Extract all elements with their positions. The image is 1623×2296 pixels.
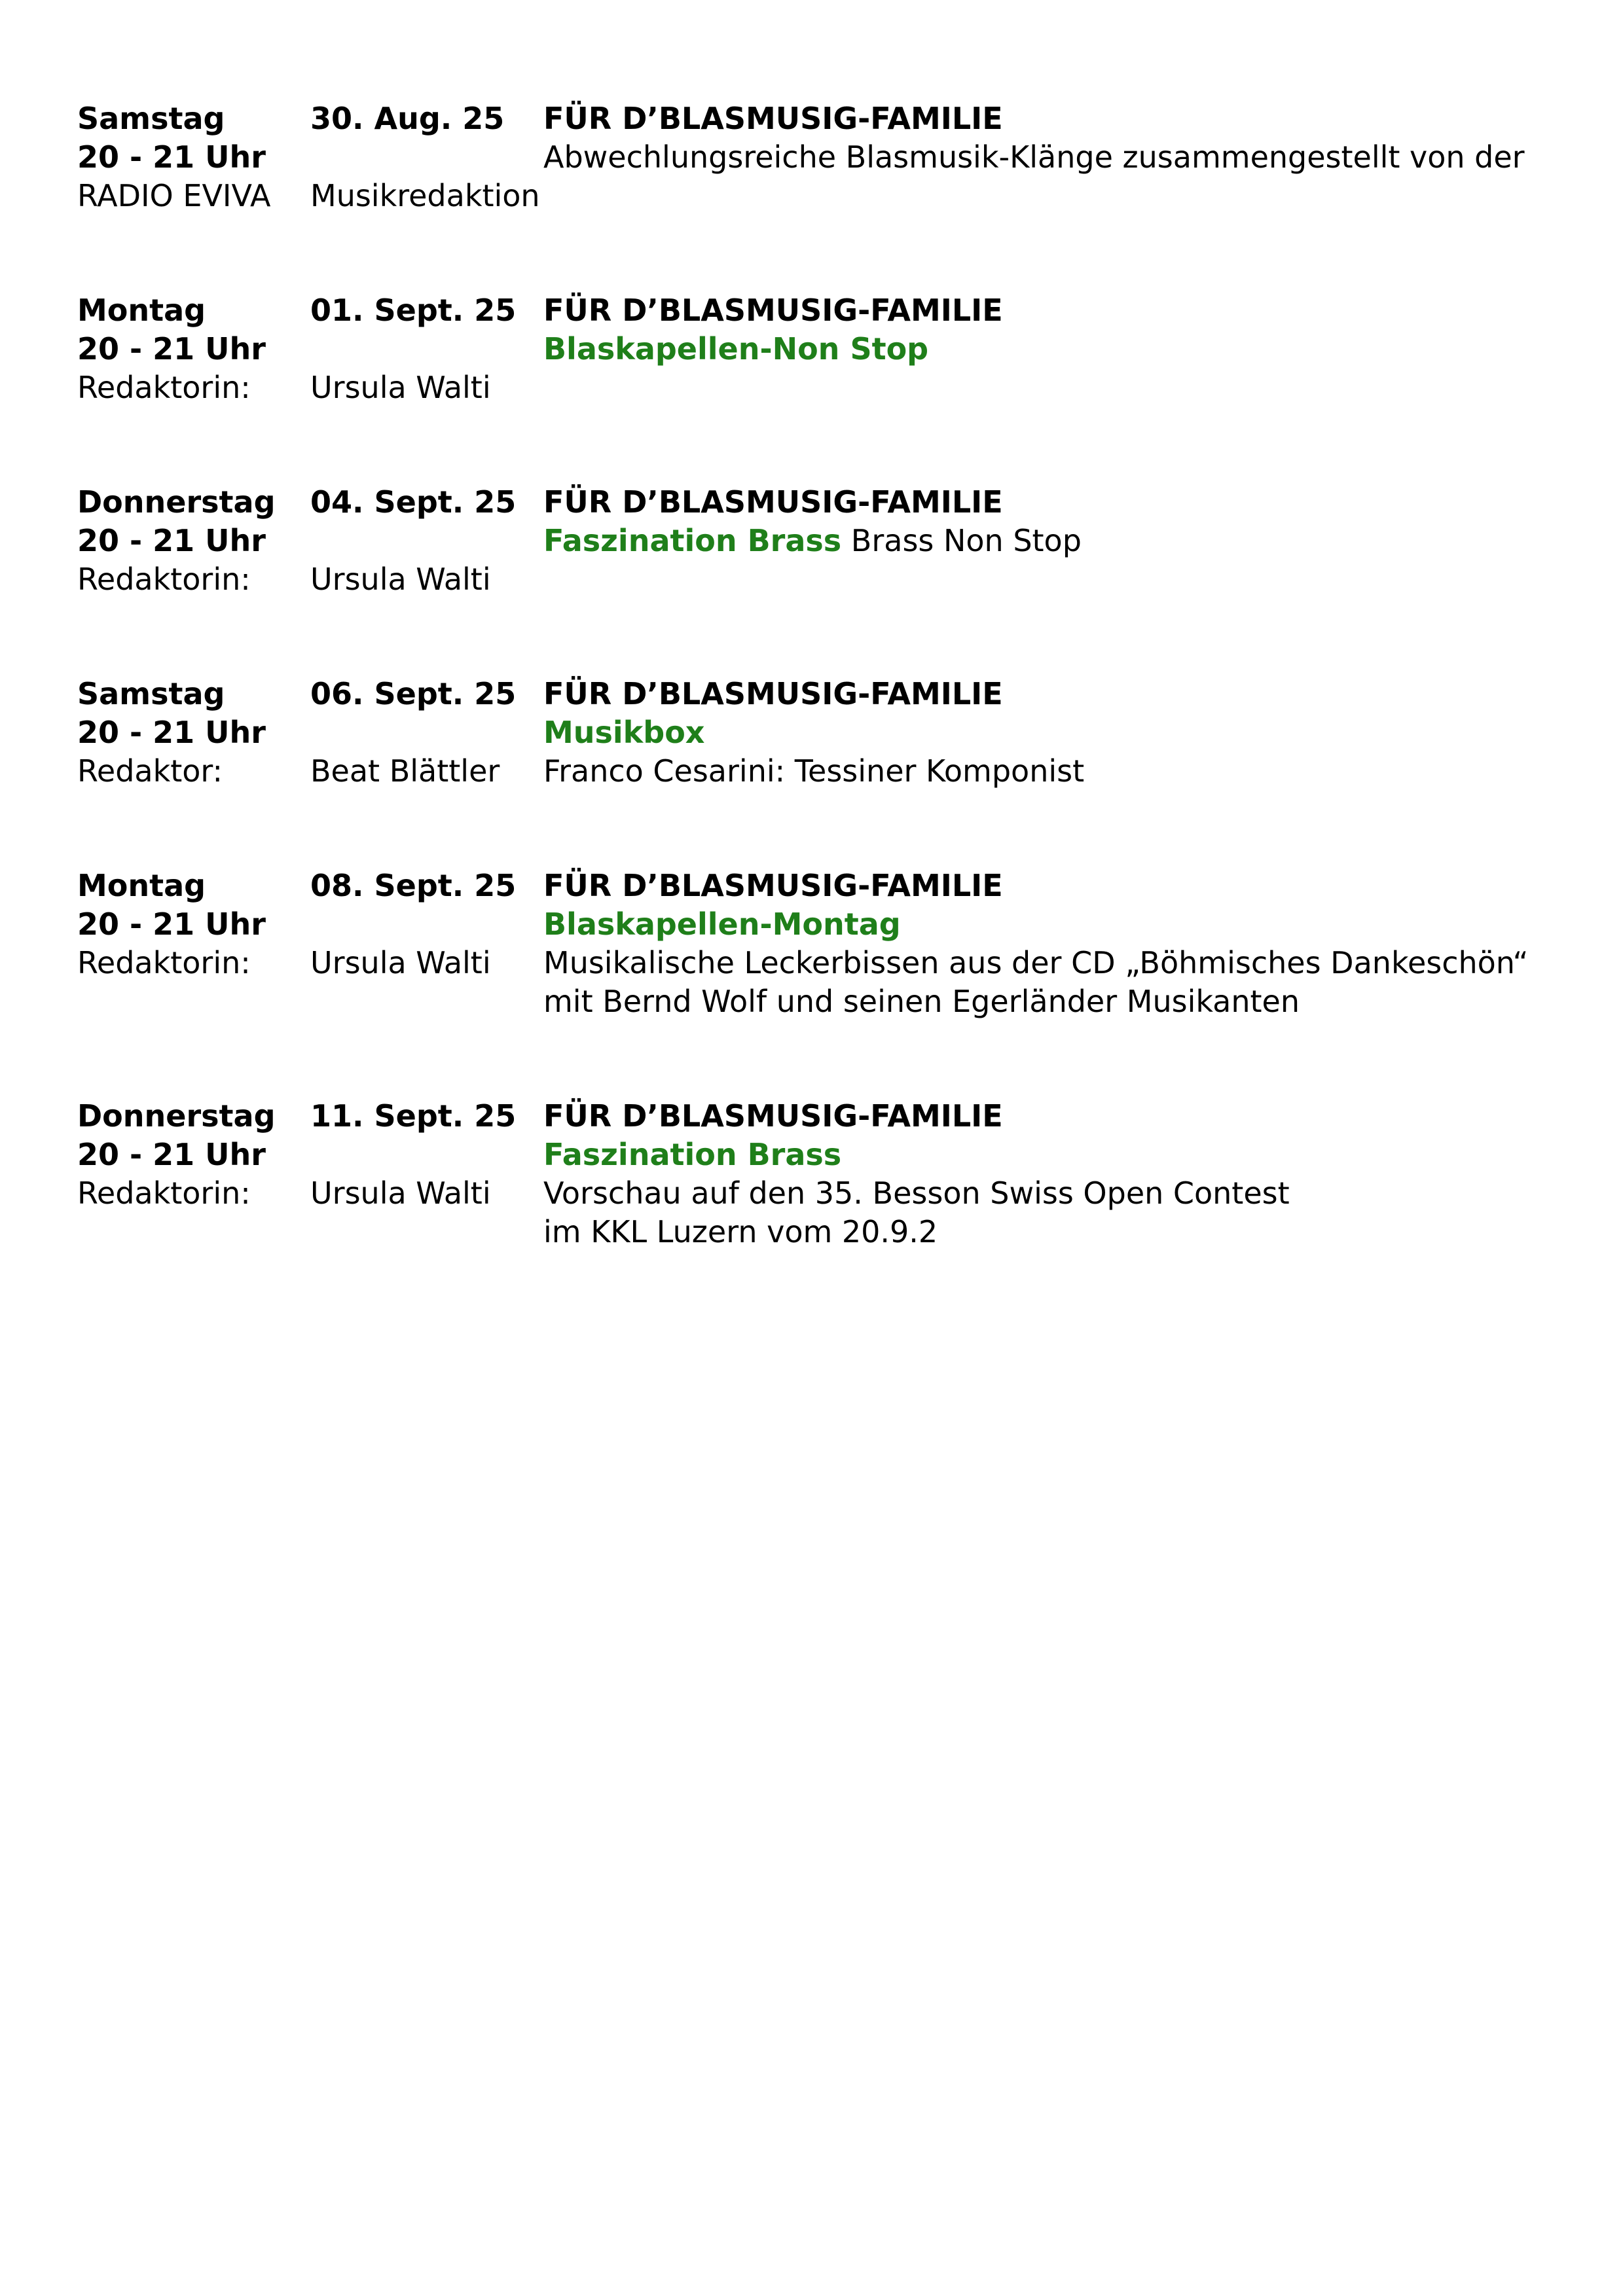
schedule-entry [77,867,1544,1021]
schedule-entry [77,483,1544,599]
entry-date: 08. Sept. 25 [310,868,517,903]
entry-subtitle [543,1136,841,1174]
schedule-entry [77,1097,1544,1251]
program-schedule [77,99,1544,1327]
entry-credit-line [77,177,1544,215]
entry-subtitle-rest: Brass Non Stop [850,523,1082,558]
entry-credit-line [77,1174,1544,1213]
entry-subtitle-highlight: Musikbox [543,715,705,750]
entry-description: mit Bernd Wolf und seinen Egerländer Musikanten [543,984,1300,1019]
entry-subtitle-highlight: Faszination Brass [543,1137,842,1172]
entry-description: Franco Cesarini: Tessiner Komponist [543,753,1085,789]
entry-program-title: FÜR D’BLASMUSIG-FAMILIE [543,484,1003,520]
entry-credit-line [77,752,1544,791]
entry-person: Ursula Walti [310,945,491,980]
schedule-entry [77,675,1544,791]
entry-time: 20 - 21 Uhr [77,1137,266,1172]
entry-date: 04. Sept. 25 [310,484,517,520]
entry-label: Redaktorin: [77,562,251,597]
entry-description: im KKL Luzern vom 20.9.2 [543,1214,938,1249]
entry-date: 01. Sept. 25 [310,293,517,328]
entry-subtitle-line [77,522,1544,560]
entry-time: 20 - 21 Uhr [77,331,266,367]
entry-description-line [77,1213,1544,1251]
entry-day: Montag [77,868,206,903]
entry-program-title: FÜR D’BLASMUSIG-FAMILIE [543,676,1003,711]
entry-subtitle-line [77,138,1544,177]
entry-subtitle-line [77,1136,1544,1174]
entry-label: Redaktorin: [77,945,251,980]
entry-subtitle-highlight: Blaskapellen-Non Stop [543,331,929,367]
entry-day: Samstag [77,676,225,711]
entry-time: 20 - 21 Uhr [77,523,266,558]
entry-label: Redaktorin: [77,370,251,405]
entry-time: 20 - 21 Uhr [77,715,266,750]
entry-program-title: FÜR D’BLASMUSIG-FAMILIE [543,101,1003,136]
entry-subtitle-line [77,905,1544,944]
entry-person: Musikredaktion [310,178,540,213]
entry-day: Samstag [77,101,225,136]
entry-subtitle [543,330,928,368]
entry-person: Ursula Walti [310,1175,491,1211]
entry-description: Vorschau auf den 35. Besson Swiss Open Contest [543,1175,1290,1211]
entry-person: Beat Blättler [310,753,500,789]
entry-person: Ursula Walti [310,562,491,597]
entry-header-line [77,99,1544,138]
entry-header-line [77,867,1544,905]
entry-subtitle-rest: Abwechlungsreiche Blasmusik-Klänge zusammengestellt von der [543,139,1525,175]
entry-description-line [77,982,1544,1021]
entry-subtitle [543,522,1082,560]
entry-label: Redaktor: [77,753,223,789]
entry-subtitle-highlight: Faszination Brass [543,523,842,558]
entry-credit-line [77,560,1544,599]
entry-label: RADIO EVIVA [77,178,271,213]
entry-header-line [77,483,1544,522]
entry-date: 11. Sept. 25 [310,1098,517,1134]
schedule-entry [77,99,1544,215]
entry-subtitle [543,138,1525,177]
entry-day: Montag [77,293,206,328]
entry-program-title: FÜR D’BLASMUSIG-FAMILIE [543,293,1003,328]
entry-subtitle-highlight: Blaskapellen-Montag [543,906,901,942]
entry-subtitle-line [77,330,1544,368]
entry-program-title: FÜR D’BLASMUSIG-FAMILIE [543,1098,1003,1134]
entry-subtitle [543,713,704,752]
entry-description: Musikalische Leckerbissen aus der CD „Böhmisches Dankeschön“ [543,945,1529,980]
entry-credit-line [77,368,1544,407]
entry-person: Ursula Walti [310,370,491,405]
entry-subtitle [543,905,901,944]
entry-subtitle-line [77,713,1544,752]
entry-credit-line [77,944,1544,982]
entry-time: 20 - 21 Uhr [77,139,266,175]
entry-day: Donnerstag [77,1098,276,1134]
entry-date: 06. Sept. 25 [310,676,517,711]
entry-day: Donnerstag [77,484,276,520]
entry-label: Redaktorin: [77,1175,251,1211]
entry-header-line [77,1097,1544,1136]
entry-time: 20 - 21 Uhr [77,906,266,942]
entry-date: 30. Aug. 25 [310,101,505,136]
schedule-entry [77,291,1544,407]
entry-header-line [77,291,1544,330]
entry-program-title: FÜR D’BLASMUSIG-FAMILIE [543,868,1003,903]
entry-header-line [77,675,1544,713]
